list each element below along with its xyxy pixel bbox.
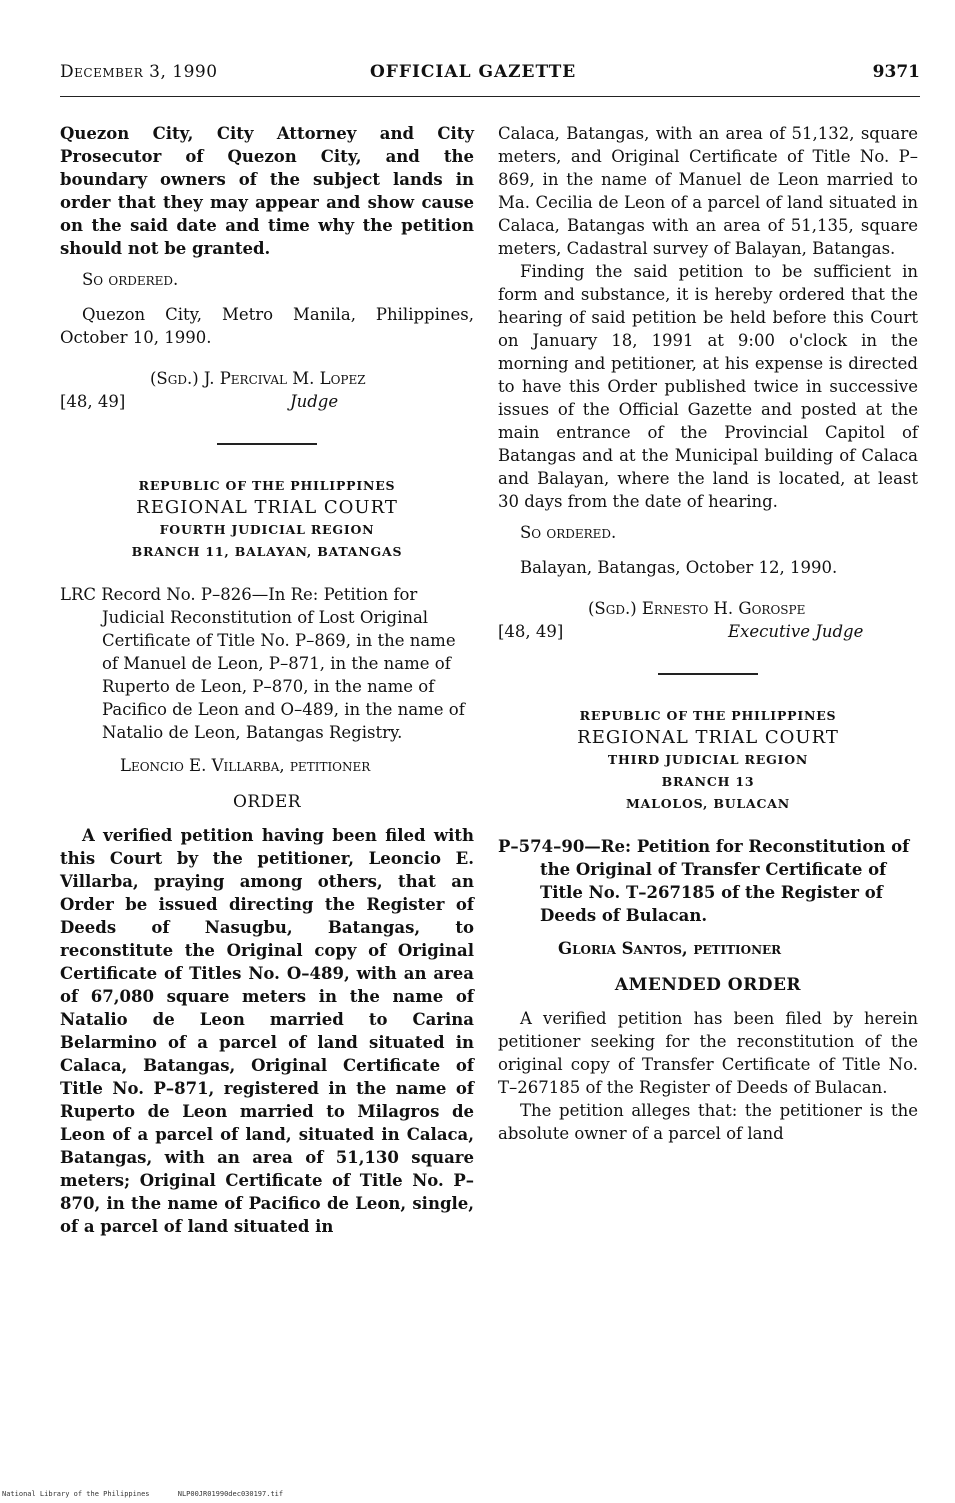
left-order-body: A verified petition having been filed with this Court by the petitioner, Leoncio E. Villarba, praying among others, that an Order be issued directing the Register of Deeds of Nasugbu, Batangas, to reconstitute the Original copy of Original Certificate of Titles No. O–489, with an area of 67,080 square meters in the name of Natalio de Leon married to Carina Belarmino of a parcel of land situated in Calaca, Batangas, Original Certificate of Title No. P–871, registered in the name of Ruperto de Leon married to Milagros de Leon of a parcel of land, situated in Calaca, Batangas, with an area of 51,130 square meters; Original Certificate of Title No. P–870, in the name of Pacifico de Leon, single, of a parcel of land situated in [60, 826, 474, 1236]
left-place-date: Quezon City, Metro Manila, Philippines, October 10, 1990. [60, 305, 474, 347]
right-order-title: AMENDED ORDER [614, 975, 802, 995]
left-court-heading [60, 475, 474, 563]
right-republic: REPUBLIC OF THE PHILIPPINES [579, 708, 837, 723]
right-petitioner: Gloria Santos, petitioner [558, 939, 782, 958]
left-separator [217, 443, 317, 445]
left-court-name: REGIONAL TRIAL COURT [136, 497, 398, 518]
right-court-region: THIRD JUDICIAL REGION [607, 752, 809, 767]
left-column [60, 122, 474, 1238]
left-so-ordered: So ordered. [82, 270, 179, 289]
page-header [60, 62, 920, 82]
left-republic: REPUBLIC OF THE PHILIPPINES [138, 478, 396, 493]
right-continuation: Calaca, Batangas, with an area of 51,132, square meters, and Original Certificate of Title No. P–869, in the name of Manuel de Leon married to Ma. Cecilia de Leon of a parcel of land situated in Calaca, Batangas with an area of 51,135, square meters, Cadastral survey of Balayan, Batangas. [498, 124, 918, 258]
left-court-branch: BRANCH 11, BALAYAN, BATANGAS [131, 544, 403, 559]
page-number: 9371 [872, 62, 920, 82]
right-signatory: (Sgd.) Ernesto H. Gorospe [588, 599, 806, 618]
right-court-name: REGIONAL TRIAL COURT [577, 727, 839, 748]
left-petitioner: Leoncio E. Villarba, petitioner [120, 756, 371, 775]
right-order-body-1: A verified petition has been filed by herein petitioner seeking for the reconstitution of the original copy of Transfer Certificate of Title No. T–267185 of the Register of Deeds of Bulacan. [498, 1009, 918, 1097]
footer-file: NLP00JR01990dec030197.tif [177, 1490, 284, 1498]
right-case-caption: P–574–90—Re: Petition for Reconstitution of the Original of Transfer Certificate of Title No. T–267185 of the Register of Deeds of Bulacan. [498, 837, 910, 925]
right-court-heading [498, 705, 918, 815]
header-title: OFFICIAL GAZETTE [370, 62, 577, 82]
header-date: December 3, 1990 [60, 62, 218, 82]
header-rule [60, 96, 920, 97]
left-order-title: ORDER [232, 792, 302, 812]
right-so-ordered: So ordered. [520, 523, 617, 542]
right-separator [658, 673, 758, 675]
left-case-caption: LRC Record No. P–826—In Re: Petition for Judicial Reconstitution of Lost Original Certificate of Title No. P–869, in the name of Manuel de Leon, P–871, in the name of Ruperto de Leon, P–870, in the name of Pacifico de Leon and O–489, in the name of Natalio de Leon, Batangas Registry. [60, 585, 465, 742]
left-continuation: Quezon City, City Attorney and City Prosecutor of Quezon City, and the boundary owners of the subject lands in order that they may appear and show cause on the said date and time why the petition should not be granted. [60, 124, 474, 258]
right-place-date: Balayan, Batangas, October 12, 1990. [520, 558, 838, 577]
right-order-body-2: The petition alleges that: the petitioner is the absolute owner of a parcel of land [498, 1101, 918, 1143]
left-signatory-title: Judge [290, 392, 339, 411]
right-signatory-title: Executive Judge [728, 622, 864, 641]
right-court-place: MALOLOS, BULACAN [625, 796, 790, 811]
right-column [498, 122, 918, 1145]
right-reference: [48, 49] [498, 622, 564, 641]
right-finding: Finding the said petition to be sufficient in form and substance, it is hereby ordered that the hearing of said petition be held before this Court on January 18, 1991 at 9:00 o'clock in the morning and petitioner, at his expense is directed to have this Order published twice in successive issues of the Official Gazette and posted at the main entrance of the Provincial Capitol of Batangas and at the Municipal building of Calaca and Balayan, where the land is located, at least 30 days from the date of hearing. [498, 262, 918, 511]
footer-library: National Library of the Philippines [2, 1490, 150, 1498]
left-signature [60, 367, 474, 413]
right-court-branch: BRANCH 13 [661, 774, 755, 789]
right-signature [498, 597, 918, 643]
left-court-region: FOURTH JUDICIAL REGION [159, 522, 375, 537]
scan-footer [2, 1490, 307, 1498]
left-reference: [48, 49] [60, 392, 126, 411]
left-signatory: (Sgd.) J. Percival M. Lopez [150, 369, 366, 388]
